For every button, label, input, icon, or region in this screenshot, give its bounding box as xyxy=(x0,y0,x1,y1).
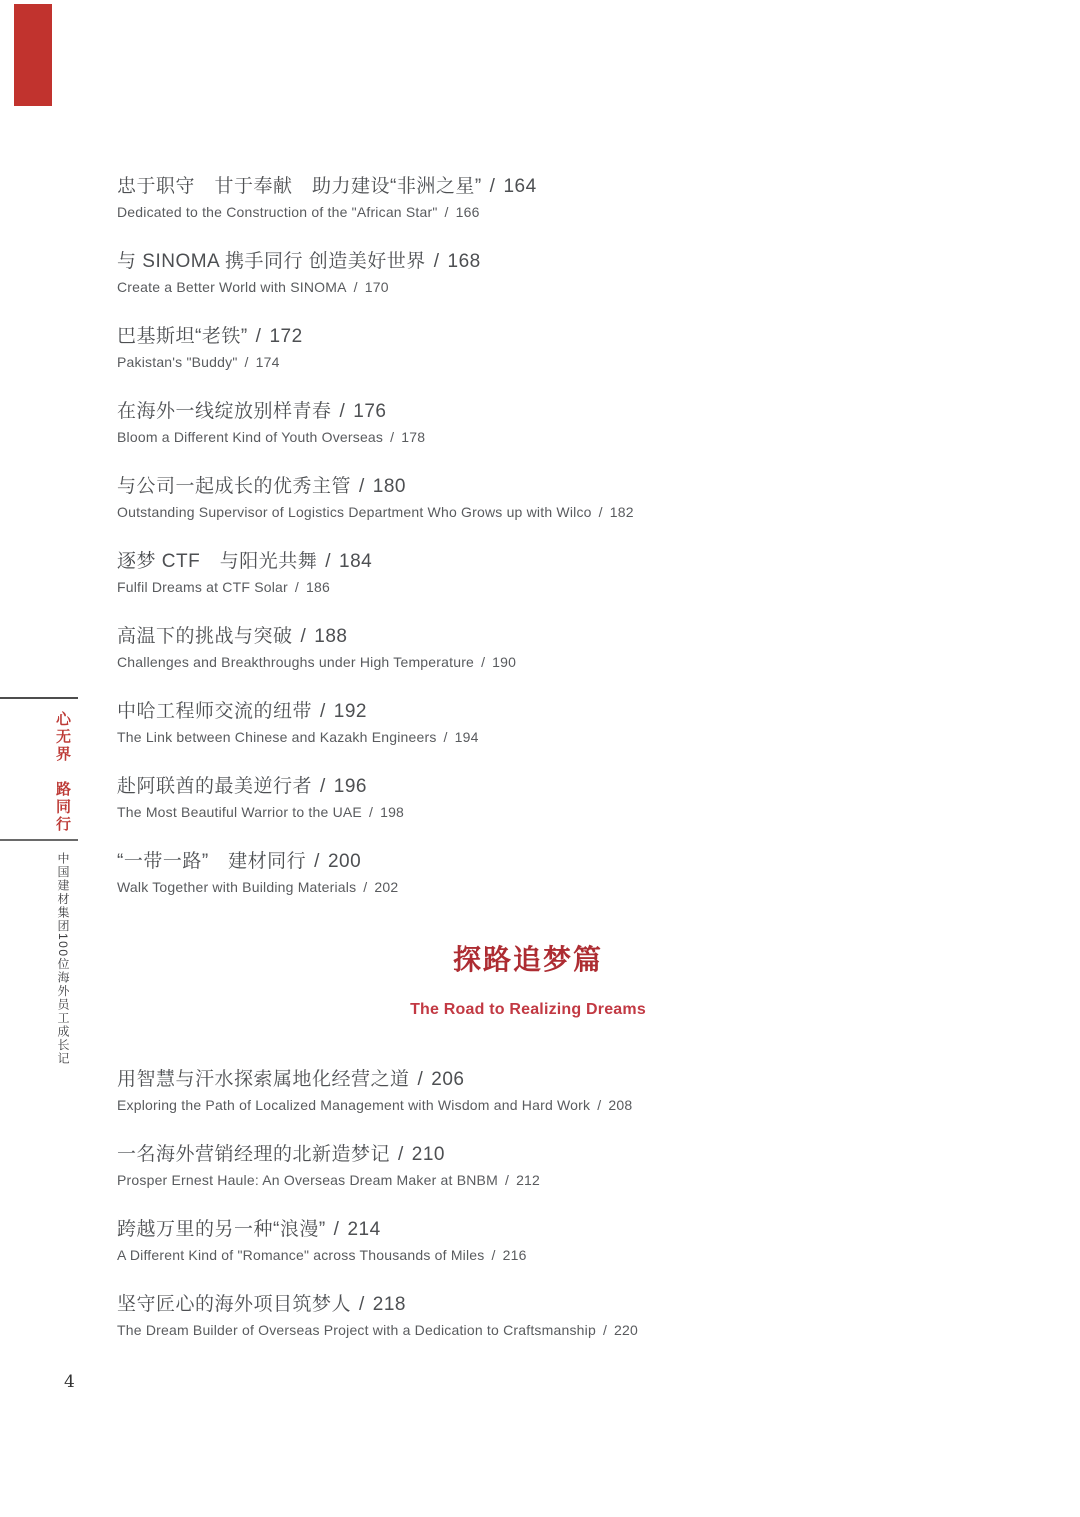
toc-entry-page-en: 194 xyxy=(454,729,479,745)
toc-entry-line-en xyxy=(117,1170,939,1191)
corner-red-bar xyxy=(14,4,52,106)
separator: / xyxy=(339,401,346,422)
toc-entry-line-cn xyxy=(117,773,939,800)
toc-entry-line-en xyxy=(117,352,939,373)
toc-entry-page-cn: 180 xyxy=(372,476,406,497)
toc-entry-title-en: Outstanding Supervisor of Logistics Department Who Grows up with Wilco xyxy=(117,504,592,520)
toc-entry-title-en: Create a Better World with SINOMA xyxy=(117,279,347,295)
toc-entry xyxy=(117,548,939,598)
toc-entry-line-en xyxy=(117,202,939,223)
sidebar-rule-top xyxy=(0,697,78,699)
toc-entry xyxy=(117,698,939,748)
section-title-cn: 探路追梦篇 xyxy=(452,943,603,976)
toc-entry-title-cn: 跨越万里的另一种“浪漫” xyxy=(117,1219,326,1240)
toc-entry-title-en: Exploring the Path of Localized Management with Wisdom and Hard Work xyxy=(117,1097,591,1113)
toc-entry-title-en: Challenges and Breakthroughs under High Temperature xyxy=(117,654,475,670)
sidebar-rule-bottom xyxy=(0,839,78,841)
toc-entry-title-cn: 巴基斯坦“老铁” xyxy=(117,326,248,347)
toc-entry-title-cn: 用智慧与汗水探索属地化经营之道 xyxy=(117,1069,410,1090)
toc-entry-page-en: 170 xyxy=(364,279,389,295)
separator: / xyxy=(300,626,307,647)
toc-entry-page-en: 178 xyxy=(401,429,426,445)
toc-entry-line-en xyxy=(117,652,939,673)
toc-entry-page-cn: 192 xyxy=(333,701,367,722)
toc-entry-page-en: 190 xyxy=(492,654,517,670)
toc-entry-line-en xyxy=(117,1245,939,1266)
toc-entry-title-cn: “一带一路” 建材同行 xyxy=(117,851,307,872)
toc-entry xyxy=(117,848,939,898)
toc-entry-page-cn: 210 xyxy=(411,1144,445,1165)
toc-entry-page-cn: 214 xyxy=(347,1219,381,1240)
toc-entry-page-en: 186 xyxy=(306,579,330,595)
toc-entry-page-en: 166 xyxy=(455,204,480,220)
toc-entry-line-cn xyxy=(117,248,939,275)
toc-entry xyxy=(117,773,939,823)
separator: / xyxy=(417,1069,424,1090)
separator: / xyxy=(320,701,326,722)
toc-main-column xyxy=(117,173,939,1366)
toc-entry-page-en: 216 xyxy=(502,1247,527,1263)
toc-entry-line-en xyxy=(117,1320,939,1341)
separator: / xyxy=(359,476,365,497)
toc-entry-line-cn xyxy=(117,398,939,425)
separator: / xyxy=(363,879,368,895)
separator: / xyxy=(602,1322,608,1338)
toc-entry-title-en: Walk Together with Building Materials xyxy=(117,879,357,895)
page-number: 4 xyxy=(64,1372,75,1392)
separator: / xyxy=(320,776,326,797)
separator: / xyxy=(443,729,448,745)
toc-entry-title-cn: 坚守匠心的海外项目筑梦人 xyxy=(117,1294,352,1315)
toc-entry-line-cn xyxy=(117,548,939,575)
separator: / xyxy=(444,204,449,220)
toc-entry-line-en xyxy=(117,727,939,748)
toc-entry-page-cn: 188 xyxy=(314,626,348,647)
toc-entry-page-cn: 218 xyxy=(372,1294,406,1315)
toc-entry-title-en: Pakistan's "Buddy" xyxy=(117,354,238,370)
toc-entry xyxy=(117,248,939,298)
toc-entry-title-cn: 赴阿联酋的最美逆行者 xyxy=(117,776,313,797)
toc-entry-line-en xyxy=(117,502,939,523)
toc-entry-line-en xyxy=(117,1095,939,1116)
toc-entry xyxy=(117,1216,939,1266)
separator: / xyxy=(398,1144,404,1165)
toc-entry-line-cn xyxy=(117,473,939,500)
separator: / xyxy=(294,579,299,595)
separator: / xyxy=(368,804,374,820)
separator: / xyxy=(325,551,331,572)
toc-entry-title-cn: 逐梦 CTF 与阳光共舞 xyxy=(117,551,318,572)
separator: / xyxy=(481,654,486,670)
toc-entry-page-en: 182 xyxy=(609,504,634,520)
toc-entry-page-en: 212 xyxy=(516,1172,541,1188)
toc-entry-page-en: 174 xyxy=(255,354,280,370)
section-title-en: The Road to Realizing Dreams xyxy=(410,1001,646,1018)
separator: / xyxy=(504,1172,510,1188)
separator: / xyxy=(333,1219,340,1240)
toc-entry-page-cn: 164 xyxy=(503,176,537,197)
toc-entry-title-en: Bloom a Different Kind of Youth Overseas xyxy=(117,429,384,445)
separator: / xyxy=(359,1294,365,1315)
toc-entry-line-en xyxy=(117,577,939,598)
toc-entry-title-en: The Link between Chinese and Kazakh Engineers xyxy=(117,729,437,745)
toc-entry-line-cn xyxy=(117,623,939,650)
toc-entry-title-en: Dedicated to the Construction of the "African Star" xyxy=(117,204,438,220)
toc-entry xyxy=(117,398,939,448)
toc-list-bottom xyxy=(117,1066,939,1366)
toc-entry-title-cn: 高温下的挑战与突破 xyxy=(117,626,293,647)
toc-entry-line-cn xyxy=(117,848,939,875)
toc-entry-line-cn xyxy=(117,1141,939,1168)
toc-entry-line-cn xyxy=(117,698,939,725)
toc-entry-page-cn: 206 xyxy=(431,1069,465,1090)
toc-entry-line-en xyxy=(117,277,939,298)
separator: / xyxy=(255,326,262,347)
toc-entry-title-en: Prosper Ernest Haule: An Overseas Dream Maker at BNBM xyxy=(117,1172,498,1188)
toc-entry-title-cn: 与公司一起成长的优秀主管 xyxy=(117,476,352,497)
separator: / xyxy=(491,1247,496,1263)
toc-list-top xyxy=(117,173,939,923)
separator: / xyxy=(598,504,603,520)
toc-entry xyxy=(117,1066,939,1116)
toc-entry-page-en: 208 xyxy=(608,1097,633,1113)
toc-entry-page-en: 202 xyxy=(374,879,399,895)
toc-entry-line-en xyxy=(117,427,939,448)
toc-entry xyxy=(117,623,939,673)
toc-entry-title-cn: 一名海外营销经理的北新造梦记 xyxy=(117,1144,391,1165)
toc-entry-title-en: A Different Kind of "Romance" across Thousands of Miles xyxy=(117,1247,485,1263)
toc-entry-page-cn: 184 xyxy=(339,551,373,572)
toc-entry-line-en xyxy=(117,877,939,898)
toc-entry-line-cn xyxy=(117,173,939,200)
separator: / xyxy=(314,851,320,872)
toc-entry-page-cn: 200 xyxy=(327,851,362,872)
toc-entry-title-cn: 中哈工程师交流的纽带 xyxy=(117,701,313,722)
sidebar-motto-vertical: 心无界 路同行 xyxy=(54,711,71,834)
toc-entry-line-en xyxy=(117,802,939,823)
toc-entry-page-en: 198 xyxy=(380,804,405,820)
toc-entry-page-cn: 168 xyxy=(447,251,481,272)
toc-entry-page-cn: 172 xyxy=(269,326,303,347)
separator: / xyxy=(597,1097,602,1113)
toc-entry-page-en: 220 xyxy=(614,1322,638,1338)
separator: / xyxy=(390,429,395,445)
sidebar-series-title-vertical: 中国建材集团100位海外员工成长记 xyxy=(56,852,70,1066)
separator: / xyxy=(433,251,440,272)
toc-entry-title-cn: 忠于职守 甘于奉献 助力建设“非洲之星” xyxy=(117,176,482,197)
toc-entry xyxy=(117,323,939,373)
separator: / xyxy=(489,176,496,197)
toc-entry xyxy=(117,473,939,523)
toc-entry-line-cn xyxy=(117,323,939,350)
separator: / xyxy=(244,354,249,370)
toc-entry-page-cn: 176 xyxy=(353,401,387,422)
toc-entry-line-cn xyxy=(117,1291,939,1318)
toc-entry-line-cn xyxy=(117,1216,939,1243)
toc-entry xyxy=(117,1291,939,1341)
toc-entry-title-cn: 在海外一线绽放别样青春 xyxy=(117,401,332,422)
toc-entry xyxy=(117,1141,939,1191)
toc-entry-page-cn: 196 xyxy=(333,776,367,797)
toc-entry-title-en: Fulfil Dreams at CTF Solar xyxy=(117,579,288,595)
toc-entry-title-cn: 与 SINOMA 携手同行 创造美好世界 xyxy=(117,251,426,272)
toc-entry-line-cn xyxy=(117,1066,939,1093)
toc-entry-title-en: The Dream Builder of Overseas Project with a Dedication to Craftsmanship xyxy=(117,1322,596,1338)
toc-entry-title-en: The Most Beautiful Warrior to the UAE xyxy=(117,804,362,820)
separator: / xyxy=(353,279,358,295)
toc-entry xyxy=(117,173,939,223)
